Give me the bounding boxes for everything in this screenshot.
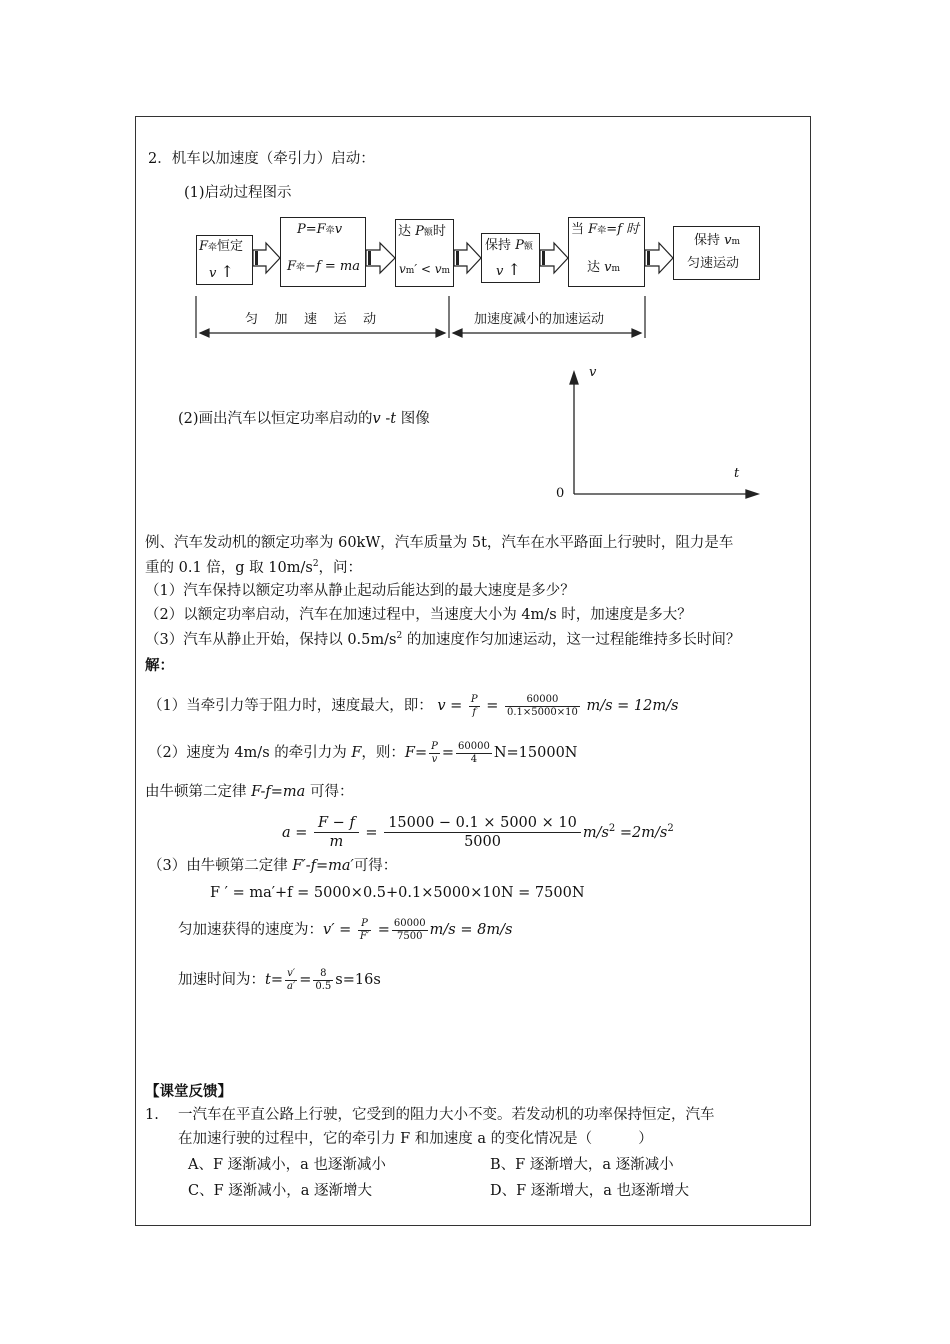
frac-num: P <box>470 694 478 705</box>
question-2: （2）以额定功率启动，汽车在加速过程中，当速度大小为 4m/s 时，加速度是多大？ <box>145 607 692 623</box>
box6-uniform: 匀速运动 <box>687 256 740 271</box>
fraction-values <box>505 694 580 718</box>
section-title: 2．机车以加速度（牵引力）启动： <box>148 151 375 167</box>
question-3-sup: 2 <box>396 631 403 641</box>
time-result: s=16s <box>335 972 381 988</box>
option-a: A、F 逐渐减小，a 也逐渐减小 <box>188 1157 386 1173</box>
box1-velocity: v <box>209 266 217 281</box>
y-axis-label: v <box>589 365 597 380</box>
solution-3-tail: 可得： <box>353 858 398 874</box>
frac-num: 60000 <box>505 694 580 707</box>
velocity-eq: = <box>377 922 390 938</box>
box3-when: 时 <box>432 224 446 239</box>
x-axis-arrow <box>746 490 758 498</box>
frac-num: P <box>358 918 371 931</box>
frac-den: 0.5 <box>315 980 332 992</box>
fraction-p-over-v <box>429 741 440 765</box>
question-3-tail: 的加速度作匀加速运动，这一过程能维持多长时间？ <box>402 631 741 648</box>
force-calculation: F ′ = ma′+f = 5000×0.5+0.1×5000×10N = 7500N <box>210 885 585 901</box>
fraction-values <box>384 814 581 851</box>
box1-force: F <box>199 239 209 254</box>
vt-axes <box>0 0 950 520</box>
frac-den: m <box>329 834 344 851</box>
box2-power-sub: 牵 <box>325 226 335 236</box>
example-line2-tail: ，问： <box>318 559 363 576</box>
example-line2-sup: 2 <box>312 559 319 569</box>
box5-eq: =f 时 <box>606 222 640 237</box>
box4-power: P <box>515 238 524 253</box>
box2-force-sub: 牵 <box>296 263 306 273</box>
box4-velocity: v <box>496 264 504 279</box>
solution-2-lhs: F= <box>404 745 428 761</box>
box5-v: v <box>604 260 612 275</box>
feedback-q1-line2: 在加速行驶的过程中，它的牵引力 F 和加速度 a 的变化情况是（ ） <box>178 1131 653 1147</box>
vt-caption-text: (2)画出汽车以恒定功率启动的 <box>178 411 373 427</box>
time-eq: = <box>299 972 312 988</box>
question-3 <box>145 631 740 649</box>
option-c: C、F 逐渐减小，a 逐渐增大 <box>188 1183 373 1199</box>
accel-unit-sup: 2 <box>608 823 616 834</box>
solution-2-force: F <box>351 745 362 761</box>
box2-power-v: v <box>334 222 343 237</box>
box5-v-sub: m <box>611 264 621 274</box>
vt-caption-t: t <box>390 411 397 427</box>
time-text: 加速时间为： <box>178 972 265 988</box>
velocity-calculation <box>178 914 512 946</box>
option-d: D、F 逐渐增大，a 也逐渐增大 <box>490 1183 690 1199</box>
feedback-q1-line1: 一汽车在平直公路上行驶，它受到的阻力大小不变。若发动机的功率保持恒定，汽车 <box>178 1107 715 1123</box>
solution-2-text: （2）速度为 4m/s 的牵引力为 <box>148 745 347 761</box>
frac-num: v′ <box>285 968 297 981</box>
option-b: B、F 逐渐增大，a 逐渐减小 <box>490 1157 674 1173</box>
example-line-1: 例、汽车发动机的额定功率为 60kW，汽车质量为 5t，汽车在水平路面上行驶时，阻力是车 <box>145 535 734 551</box>
example-line-2 <box>145 559 362 577</box>
box6-v: v <box>724 233 732 248</box>
x-axis-label: t <box>734 466 740 481</box>
accel-lhs: a = <box>282 824 308 841</box>
stage2-label: 加速度减小的加速运动 <box>474 312 605 327</box>
feedback-title: 【课堂反馈】 <box>145 1083 232 1100</box>
box2-newton-eq: −f = ma <box>305 259 360 274</box>
box4-power-sub: 额 <box>523 242 533 252</box>
time-lhs: t= <box>265 972 283 988</box>
frac-den: a′ <box>286 980 296 992</box>
frac-den: v <box>431 753 438 765</box>
box1-force-sub: 牵 <box>208 243 218 253</box>
solution-1-eq: = <box>486 698 499 714</box>
newton-text: 由牛顿第二定律 <box>145 784 247 800</box>
diagram-caption: (1)启动过程图示 <box>184 185 292 201</box>
vt-caption-dash: - <box>385 411 391 427</box>
solution-2-then: ，则： <box>361 745 405 761</box>
fraction-p-over-fprime <box>358 918 371 942</box>
y-axis-arrow <box>570 372 578 384</box>
vt-caption-suffix: 图像 <box>400 411 430 427</box>
newton-law-line <box>145 784 353 801</box>
frac-den: 7500 <box>397 930 423 942</box>
accel-unit: m/s <box>582 824 609 841</box>
accel-eq: = <box>365 824 378 841</box>
solution-3 <box>148 858 397 875</box>
box6-v-sub: m <box>731 237 741 247</box>
box2-force: F <box>287 259 297 274</box>
origin-label: 0 <box>556 486 565 501</box>
velocity-lhs: v′ = <box>323 922 352 938</box>
frac-num: 60000 <box>458 741 490 752</box>
acceleration-equation <box>282 809 674 853</box>
newton-tail: 可得： <box>309 784 354 800</box>
solution-2-eq: = <box>441 745 455 761</box>
accel-result: =2m/s <box>615 824 668 841</box>
question-3-text: （3）汽车从静止开始，保持以 0.5m/s <box>145 631 397 648</box>
velocity-result: m/s = 8m/s <box>429 922 513 938</box>
up-arrow-icon: ↑ <box>507 260 521 279</box>
up-arrow-icon: ↑ <box>220 262 234 281</box>
fraction-f-minus-f-over-m <box>314 814 359 851</box>
frac-den: f <box>472 706 477 718</box>
frac-num: 15000 − 0.1 × 5000 × 10 <box>384 814 581 833</box>
box3-v: v <box>399 262 406 276</box>
fraction-values <box>313 968 333 992</box>
box3-vm-sub: m <box>441 266 451 276</box>
solution-2 <box>148 737 578 769</box>
box5-when: 当 <box>571 222 585 237</box>
box3-power: P <box>415 224 424 239</box>
solution-1-text: （1）当牵引力等于阻力时，速度最大，即： <box>148 698 433 714</box>
box5-reach: 达 <box>587 260 601 275</box>
solution-2-result: N=15000N <box>493 745 578 761</box>
box3-v-sub: m <box>405 266 415 276</box>
box5-force-sub: 牵 <box>597 226 607 236</box>
box3-reach: 达 <box>398 224 412 239</box>
fraction-v-over-a <box>285 968 297 992</box>
box6-keep: 保持 <box>694 233 721 248</box>
solution-1 <box>148 690 678 722</box>
frac-den: 0.1×5000×10 <box>507 706 578 718</box>
velocity-text: 匀加速获得的速度为： <box>178 922 323 938</box>
frac-den: F′ <box>359 930 370 942</box>
fraction-p-over-f <box>469 694 480 718</box>
solution-label: 解： <box>145 657 174 674</box>
vt-caption-v: v <box>372 411 381 427</box>
box4-keep: 保持 <box>485 238 512 253</box>
frac-num: 8 <box>313 968 333 981</box>
example-line2-text: 重的 0.1 倍，g 取 10m/s <box>145 559 313 576</box>
frac-den: 5000 <box>464 834 501 851</box>
frac-num: 60000 <box>393 918 426 929</box>
fraction-values <box>392 918 428 942</box>
box3-power-sub: 额 <box>423 228 433 238</box>
solution-1-lhs: v = <box>437 698 463 714</box>
newton-eq: F-f=ma <box>251 784 306 800</box>
time-calculation <box>178 964 381 996</box>
feedback-q1-number: 1. <box>145 1107 159 1123</box>
frac-den: 4 <box>470 753 478 765</box>
frac-num: P <box>431 741 438 752</box>
box5-force: F <box>588 222 598 237</box>
accel-result-sup: 2 <box>667 823 674 834</box>
solution-3-eq: F′-f=ma′ <box>292 858 354 874</box>
box3-ineq: ′ < v <box>414 262 442 276</box>
frac-num: F − f <box>314 814 359 833</box>
question-1: （1）汽车保持以额定功率从静止起动后能达到的最大速度是多少？ <box>145 583 575 599</box>
solution-3-text: （3）由牛顿第二定律 <box>148 858 288 874</box>
solution-1-result: m/s = 12m/s <box>586 698 679 714</box>
fraction-values <box>456 741 492 765</box>
box2-power-eq: P=F <box>297 222 326 237</box>
box1-const: 恒定 <box>217 239 244 254</box>
stage1-label: 匀 加 速 运 动 <box>245 312 377 327</box>
